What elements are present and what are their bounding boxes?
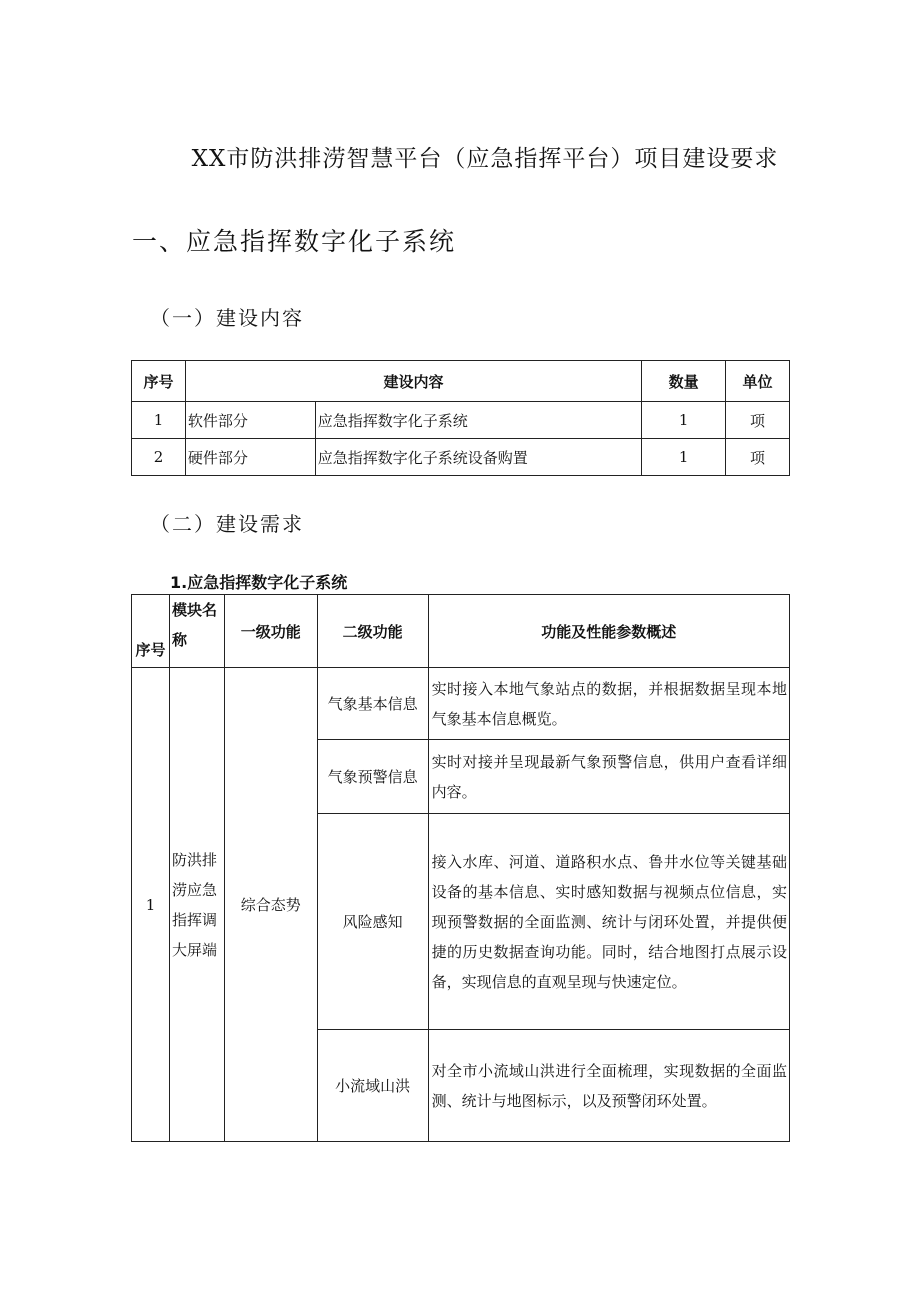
- table-header-row: [132, 595, 790, 668]
- requirements-table: [131, 594, 790, 1142]
- cell-level2: 气象预警信息: [317, 740, 428, 814]
- col-header-no: 序号: [132, 361, 186, 402]
- document-title: XX市防洪排涝智慧平台（应急指挥平台）项目建设要求: [191, 146, 779, 172]
- cell-content: 应急指挥数字化子系统设备购置: [315, 439, 641, 476]
- col-header-module: 模块名称: [169, 595, 224, 668]
- cell-no: 1: [132, 668, 170, 1142]
- section-heading: 一、应急指挥数字化子系统: [132, 227, 457, 256]
- table-header-row: [132, 361, 790, 402]
- cell-no: 2: [132, 439, 186, 476]
- col-header-desc: 功能及性能参数概述: [428, 595, 789, 668]
- cell-level1: 综合态势: [224, 668, 317, 1142]
- cell-desc: 接入水库、河道、道路积水点、鲁井水位等关键基础设备的基本信息、实时感知数据与视频点位信息，实现预警数据的全面监测、统计与闭环处置，并提供便捷的历史数据查询功能。同时，结合地图打点展示设备，实现信息的直观呈现与快速定位。: [428, 814, 789, 1030]
- cell-level2: 小流域山洪: [317, 1030, 428, 1142]
- cell-desc: 实时接入本地气象站点的数据，并根据数据呈现本地气象基本信息概览。: [428, 668, 789, 740]
- col-header-unit: 单位: [726, 361, 790, 402]
- item-heading: 1.应急指挥数字化子系统: [170, 573, 348, 592]
- cell-level2: 气象基本信息: [317, 668, 428, 740]
- cell-unit: 项: [726, 402, 790, 439]
- table-row: [132, 668, 790, 740]
- cell-part: 硬件部分: [185, 439, 315, 476]
- cell-desc: 对全市小流域山洪进行全面梳理，实现数据的全面监测、统计与地图标示，以及预警闭环处置。: [428, 1030, 789, 1142]
- cell-desc: 实时对接并呈现最新气象预警信息，供用户查看详细内容。: [428, 740, 789, 814]
- table-row: [132, 439, 790, 476]
- cell-module: 防洪排涝应急指挥调大屏端: [169, 668, 224, 1142]
- col-header-level1: 一级功能: [224, 595, 317, 668]
- col-header-content: 建设内容: [185, 361, 641, 402]
- cell-qty: 1: [642, 402, 726, 439]
- table-row: [132, 402, 790, 439]
- subsection-heading-content: （一）建设内容: [150, 306, 304, 330]
- col-header-no: 序号: [132, 595, 170, 668]
- subsection-heading-requirements: （二）建设需求: [150, 512, 304, 536]
- cell-qty: 1: [642, 439, 726, 476]
- cell-part: 软件部分: [185, 402, 315, 439]
- cell-level2: 风险感知: [317, 814, 428, 1030]
- col-header-qty: 数量: [642, 361, 726, 402]
- cell-content: 应急指挥数字化子系统: [315, 402, 641, 439]
- construction-content-table: [131, 360, 790, 476]
- col-header-level2: 二级功能: [317, 595, 428, 668]
- cell-no: 1: [132, 402, 186, 439]
- cell-unit: 项: [726, 439, 790, 476]
